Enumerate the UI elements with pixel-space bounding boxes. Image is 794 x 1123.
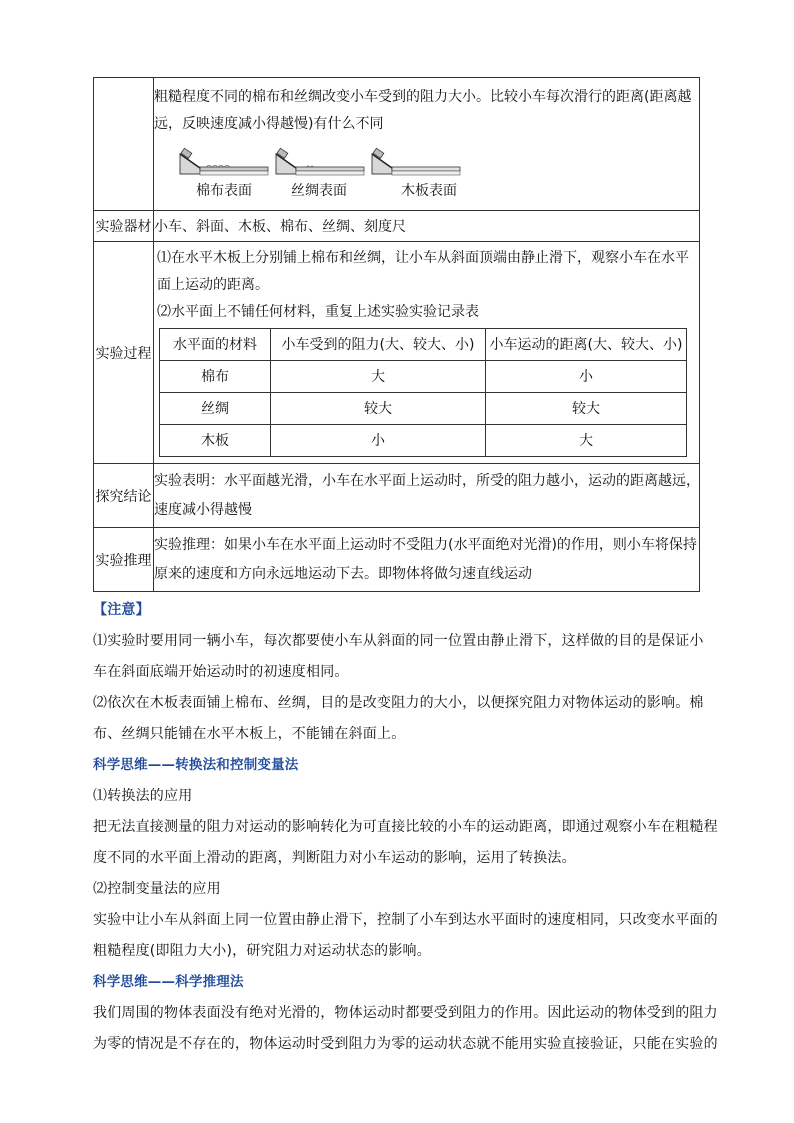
inference-cell (154, 528, 700, 592)
note1-line1: ⑴实验时要用同一辆小车，每次都要使小车从斜面的同一位置由静止滑下，这样做的目的是保证小 (93, 633, 704, 649)
section1-p1-line1: 把无法直接测量的阻力对运动的影响转化为可直接比较的小车的运动距离，即通过观察小车在粗糙程 (93, 819, 718, 835)
intro-cell (154, 78, 700, 211)
cell-distance: 大 (486, 424, 687, 456)
section1-p2-line2: 粗糙程度(即阻力大小)，研究阻力对运动状态的影响。 (93, 943, 431, 959)
section2-line1: 我们周围的物体表面没有绝对光滑的，物体运动时都要受到阻力的作用。因此运动的物体受到的阻力 (93, 1005, 718, 1021)
equipment-label: 实验器材 (94, 211, 154, 242)
note2-line1: ⑵依次在木板表面铺上棉布、丝绸，目的是改变阻力的大小，以便探究阻力对物体运动的影响。棉 (93, 695, 704, 711)
section2-line2: 为零的情况是不存在的，物体运动时受到阻力为零的运动状态就不能用实验直接验证，只能在实验的 (93, 1036, 718, 1052)
record-table-header (160, 328, 687, 360)
inference-label: 实验推理 (94, 528, 154, 592)
header-resistance: 小车受到的阻力(大、较大、小) (271, 328, 486, 360)
header-distance: 小车运动的距离(大、较大、小) (486, 328, 687, 360)
inference-row (94, 528, 700, 592)
conclusion-line2: 速度减小得越慢 (154, 501, 252, 518)
inference-line2: 原来的速度和方向永远地运动下去。即物体将做匀速直线运动 (154, 565, 532, 582)
cell-distance: 小 (486, 360, 687, 392)
caption-wood: 木板表面 (401, 183, 457, 199)
cell-resistance: 大 (271, 360, 486, 392)
process-cell (154, 242, 700, 464)
header-material: 水平面的材料 (160, 328, 271, 360)
caption-silk: 丝绸表面 (291, 183, 347, 199)
record-table (159, 328, 687, 457)
note-heading: 【注意】 (93, 602, 150, 618)
experiment-table (93, 77, 700, 592)
process-row (94, 242, 700, 464)
conclusion-line1: 实验表明：水平面越光滑，小车在水平面上运动时，所受的阻力越小，运动的距离越远， (154, 472, 700, 489)
note2-line2: 布、丝绸只能铺在水平木板上，不能铺在斜面上。 (93, 726, 406, 742)
section1-sub2: ⑵控制变量法的应用 (93, 881, 221, 897)
section1-p2-line1: 实验中让小车从斜面上同一位置由静止滑下，控制了小车到达水平面时的速度相同，只改变水平面的 (93, 912, 718, 928)
cell-resistance: 小 (271, 424, 486, 456)
process-step1-line1: ⑴在水平木板上分别铺上棉布和丝绸，让小车从斜面顶端由静止滑下，观察小车在水平 (157, 249, 689, 266)
cell-material: 棉布 (160, 360, 271, 392)
caption-cotton: 棉布表面 (196, 183, 252, 199)
table-row (160, 392, 687, 424)
incline-figures (176, 142, 699, 178)
incline-wood-figure (368, 142, 462, 178)
incline-silk-figure (272, 142, 366, 178)
conclusion-label: 探究结论 (94, 464, 154, 528)
process-label: 实验过程 (94, 242, 154, 464)
incline-cotton-figure (176, 142, 270, 178)
cell-material: 丝绸 (160, 392, 271, 424)
section1-p1-line2: 度不同的水平面上滑动的距离，判断阻力对小车运动的影响，运用了转换法。 (93, 850, 576, 866)
conclusion-cell (154, 464, 700, 528)
conclusion-row (94, 464, 700, 528)
section1-heading: 科学思维——转换法和控制变量法 (93, 757, 299, 773)
equipment-row (94, 211, 700, 242)
cell-distance: 较大 (486, 392, 687, 424)
table-row (160, 360, 687, 392)
process-step2: ⑵水平面上不铺任何材料，重复上述实验实验记录表 (157, 303, 479, 320)
note1-line2: 车在斜面底端开始运动时的初速度相同。 (93, 664, 349, 680)
cell-resistance: 较大 (271, 392, 486, 424)
cell-material: 木板 (160, 424, 271, 456)
equipment-text: 小车、斜面、木板、棉布、丝绸、刻度尺 (154, 211, 700, 242)
section2-heading: 科学思维——科学推理法 (93, 974, 244, 990)
surface-captions (196, 178, 699, 204)
inference-line1: 实验推理：如果小车在水平面上运动时不受阻力(水平面绝对光滑)的作用，则小车将保持 (154, 536, 697, 553)
table-row (160, 424, 687, 456)
intro-line-1: 粗糙程度不同的棉布和丝绸改变小车受到的阻力大小。比较小车每次滑行的距离(距离越 (154, 89, 692, 105)
intro-row (94, 78, 700, 211)
intro-line-2: 远，反映速度减小得越慢)有什么不同 (154, 116, 384, 132)
notes-section (93, 595, 718, 1060)
empty-label-cell (94, 78, 154, 211)
process-step1-line2: 面上运动的距离。 (157, 276, 269, 293)
section1-sub1: ⑴转换法的应用 (93, 788, 193, 804)
